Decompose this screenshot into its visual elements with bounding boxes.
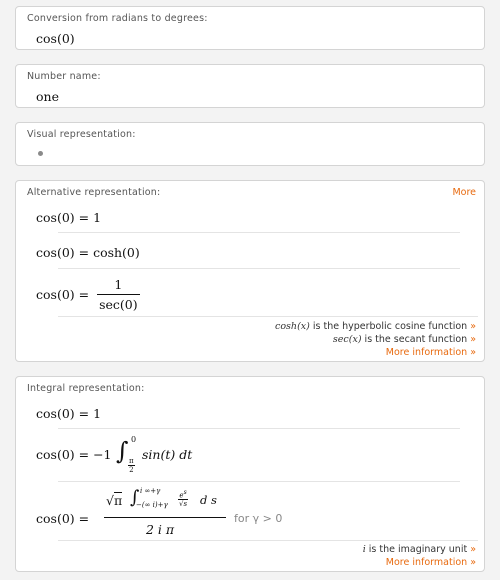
alt-eq3-denominator: sec(0)	[97, 294, 140, 312]
int-eq3-fraction-bar	[104, 517, 226, 518]
integral-sign: ∫	[130, 487, 140, 508]
alt-eq3-fraction	[97, 277, 140, 312]
int-eq3-denominator: 2 i π	[146, 522, 175, 537]
int-eq2-body: sin(t) dt	[142, 447, 193, 462]
alt-eq3-lhs: cos(0) =	[36, 287, 90, 302]
int-equation-3	[36, 489, 296, 541]
alt-equation-3	[36, 277, 140, 312]
sec-note-text: is the secant function	[361, 334, 468, 345]
int-eq3-e: e	[179, 491, 184, 500]
imaginary-symbol: i	[362, 544, 366, 555]
int-eq2-lower-num: π	[129, 457, 134, 465]
sqrt-pi: √π	[106, 493, 123, 508]
cosh-symbol: cosh	[275, 321, 298, 332]
alt-equation-2: cos(0) = cosh(0)	[36, 245, 140, 260]
separator	[58, 232, 460, 233]
chevron-right-icon: »	[470, 544, 476, 555]
int-eq3-ds: d s	[200, 493, 217, 507]
separator	[58, 428, 460, 429]
pod-title: Visual representation:	[27, 129, 136, 140]
int-eq2-lower-den: 2	[129, 466, 134, 474]
integral-sign: ∫	[116, 437, 129, 465]
more-information-link[interactable]	[386, 347, 476, 358]
more-information-link[interactable]	[386, 557, 476, 568]
pod-title: Number name:	[27, 71, 101, 82]
pod-conversion	[15, 6, 485, 50]
int-eq3-den-s: s	[183, 500, 188, 509]
int-eq3-lhs: cos(0) =	[36, 511, 90, 526]
note-imaginary-unit	[363, 544, 476, 555]
chevron-right-icon: »	[470, 334, 476, 345]
pod-alternative	[15, 180, 485, 362]
pod-integral	[15, 376, 485, 572]
separator	[58, 481, 460, 482]
separator	[58, 268, 460, 269]
separator	[58, 540, 478, 541]
chevron-right-icon: »	[470, 557, 476, 568]
note-sec: sec(x) is the secant function »	[332, 334, 476, 345]
cosh-note-text: is the hyperbolic cosine function	[309, 321, 468, 332]
chevron-right-icon: »	[470, 347, 476, 358]
pod-title: Alternative representation:	[27, 187, 161, 198]
sec-symbol: sec	[332, 334, 349, 345]
int-equation-1: cos(0) = 1	[36, 406, 102, 421]
alt-eq3-numerator: 1	[114, 277, 123, 292]
int-eq3-lower: −(∞ i)+γ	[136, 501, 168, 509]
note-cosh: cosh(x) is the hyperbolic cosine function »	[275, 321, 476, 332]
pod-number-name	[15, 64, 485, 108]
alt-equation-1: cos(0) = 1	[36, 210, 102, 225]
more-button[interactable]: More	[452, 187, 476, 198]
int-eq3-condition: for γ > 0	[234, 512, 283, 525]
int-eq2-lhs: cos(0) = −1	[36, 447, 112, 462]
conversion-value: cos(0)	[36, 31, 75, 46]
int-eq3-upper: i ∞+γ	[140, 487, 161, 495]
int-eq2-lower	[128, 457, 135, 474]
pod-title: Integral representation:	[27, 383, 145, 394]
pod-visual	[15, 122, 485, 166]
chevron-right-icon: »	[470, 321, 476, 332]
more-information-label: More information	[385, 557, 468, 568]
number-name-value: one	[36, 89, 59, 104]
pod-title: Conversion from radians to degrees:	[27, 13, 208, 24]
int-eq3-e-sup: s	[183, 489, 187, 496]
imaginary-note-text: is the imaginary unit	[365, 544, 468, 555]
int-eq2-upper: 0	[131, 435, 137, 444]
visual-dot	[38, 151, 43, 156]
separator	[58, 316, 478, 317]
more-information-label: More information	[385, 347, 468, 358]
int-eq3-inner-fraction: $\frac{e^s}{√s}$	[179, 489, 188, 509]
